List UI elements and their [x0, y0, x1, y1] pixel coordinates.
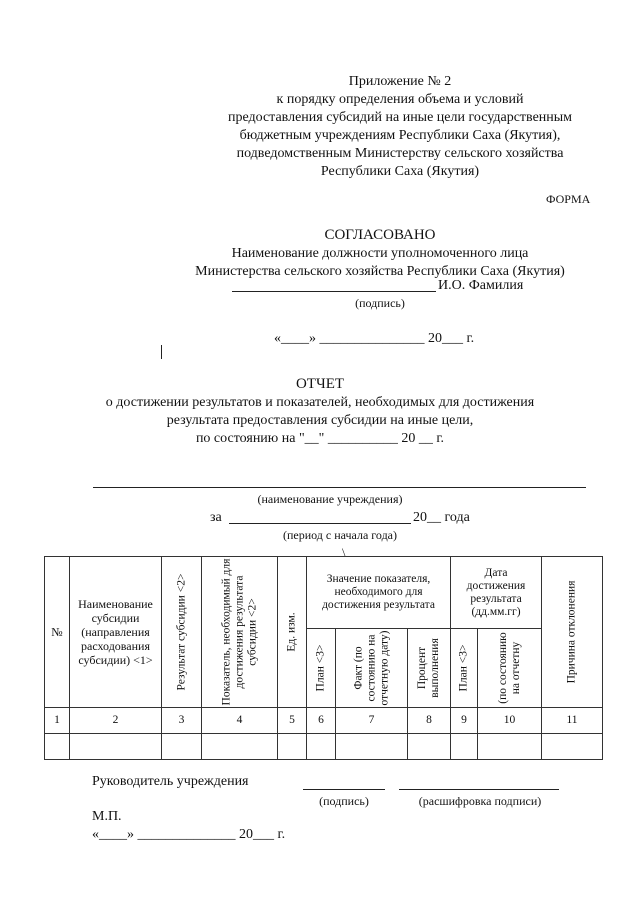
appendix-block	[190, 73, 610, 181]
appendix-line: подведомственным Министерству сельского хозяйства	[236, 146, 564, 161]
header-unit	[278, 557, 307, 708]
header-date-plan-text: План <3>	[457, 644, 470, 692]
institution-caption: (наименование учреждения)	[257, 492, 403, 506]
column-number: 2	[70, 708, 162, 734]
approval-name: И.О. Фамилия	[438, 278, 524, 293]
table-cell[interactable]	[45, 734, 70, 760]
header-value-group-text: Значение показателя, необходимого для достижения результата	[322, 573, 435, 611]
head-signature-caption: (подпись)	[319, 794, 369, 808]
approval-signature-caption: (подпись)	[355, 296, 405, 310]
column-number: 10	[478, 708, 542, 734]
appendix-line: предоставления субсидий на иные цели государственным	[227, 110, 573, 125]
table-cell[interactable]	[451, 734, 478, 760]
column-number: 7	[336, 708, 408, 734]
table-cell[interactable]	[307, 734, 336, 760]
header-subsidy-name	[70, 557, 162, 708]
header-indicator-text: Показатель, необходимый для достижения результата субсидии <2>	[220, 558, 258, 706]
header-date-group-text: Дата достижения результата (дд.мм.гг)	[466, 566, 526, 618]
stray-mark: \	[342, 545, 346, 559]
header-date-fact	[478, 629, 542, 708]
table-cell[interactable]	[70, 734, 162, 760]
approval-date-line: «____» _______________ 20___ г.	[274, 331, 475, 346]
header-date-group	[451, 557, 542, 629]
column-number: 8	[408, 708, 451, 734]
approval-line: Министерства сельского хозяйства Республики Саха (Якутия)	[195, 264, 565, 279]
header-num: №	[45, 557, 70, 708]
approval-signature-line	[232, 291, 436, 292]
header-fact	[336, 629, 408, 708]
approval-title: СОГЛАСОВАНО	[324, 227, 436, 243]
approval-block	[150, 226, 610, 281]
header-percent	[408, 629, 451, 708]
form-label: ФОРМА	[546, 192, 591, 206]
header-date-fact-text: (по состоянию на отчетну	[496, 632, 522, 704]
column-number: 6	[307, 708, 336, 734]
header-indicator	[202, 557, 278, 708]
column-number: 9	[451, 708, 478, 734]
table-cell[interactable]	[202, 734, 278, 760]
period-caption: (период с начала года)	[282, 528, 397, 542]
table-cell[interactable]	[162, 734, 202, 760]
period-year: 20__ года	[413, 510, 470, 525]
report-block	[60, 375, 580, 448]
approval-line: Наименование должности уполномоченного лица	[231, 246, 529, 261]
head-decoding-line	[399, 789, 559, 790]
header-plan-text: План <3>	[314, 644, 327, 692]
appendix-line: Республики Саха (Якутия)	[320, 164, 480, 179]
head-label: Руководитель учреждения	[92, 774, 249, 789]
column-number: 5	[278, 708, 307, 734]
column-number: 3	[162, 708, 202, 734]
appendix-line: к порядку определения объема и условий	[276, 92, 524, 107]
header-reason	[542, 557, 603, 708]
report-line: по состоянию на "__" __________ 20 __ г.	[195, 431, 445, 446]
column-number: 4	[202, 708, 278, 734]
header-reason-text: Причина отклонения	[565, 580, 578, 684]
header-unit-text: Ед. изм.	[285, 612, 298, 652]
margin-mark	[161, 345, 162, 359]
table-cell[interactable]	[278, 734, 307, 760]
header-subsidy-name-text: Наименование субсидии (направления расходования субсидии) <1>	[78, 597, 153, 667]
report-title: ОТЧЕТ	[295, 376, 345, 392]
head-decoding-caption: (расшифровка подписи)	[418, 794, 542, 808]
appendix-line: бюджетным учреждениям Республики Саха (Якутия),	[239, 128, 561, 143]
header-subsidy-result-text: Результат субсидии <2>	[175, 573, 187, 691]
period-line	[229, 523, 411, 524]
column-number: 1	[45, 708, 70, 734]
column-number-row	[45, 708, 603, 734]
period-prefix: за	[210, 510, 222, 525]
header-fact-text: Факт (по состоянию на отчетную дату)	[352, 630, 390, 706]
table-cell[interactable]	[542, 734, 603, 760]
header-date-plan	[451, 629, 478, 708]
report-line: о достижении результатов и показателей, необходимых для достижения	[105, 395, 535, 410]
column-number: 11	[542, 708, 603, 734]
header-subsidy-result	[162, 557, 202, 708]
header-percent-text: Процент выполнения	[416, 638, 441, 698]
header-value-group	[307, 557, 451, 629]
results-table	[44, 556, 603, 760]
report-line: результата предоставления субсидии на иные цели,	[166, 413, 474, 428]
table-cell[interactable]	[478, 734, 542, 760]
appendix-line: Приложение № 2	[348, 74, 452, 89]
institution-line	[93, 487, 586, 488]
header-plan	[307, 629, 336, 708]
seal-mark: М.П.	[92, 809, 122, 824]
footer-date-line: «____» ______________ 20___ г.	[92, 827, 286, 842]
table-cell[interactable]	[408, 734, 451, 760]
empty-data-row	[45, 734, 603, 760]
head-signature-line	[303, 789, 385, 790]
table-cell[interactable]	[336, 734, 408, 760]
